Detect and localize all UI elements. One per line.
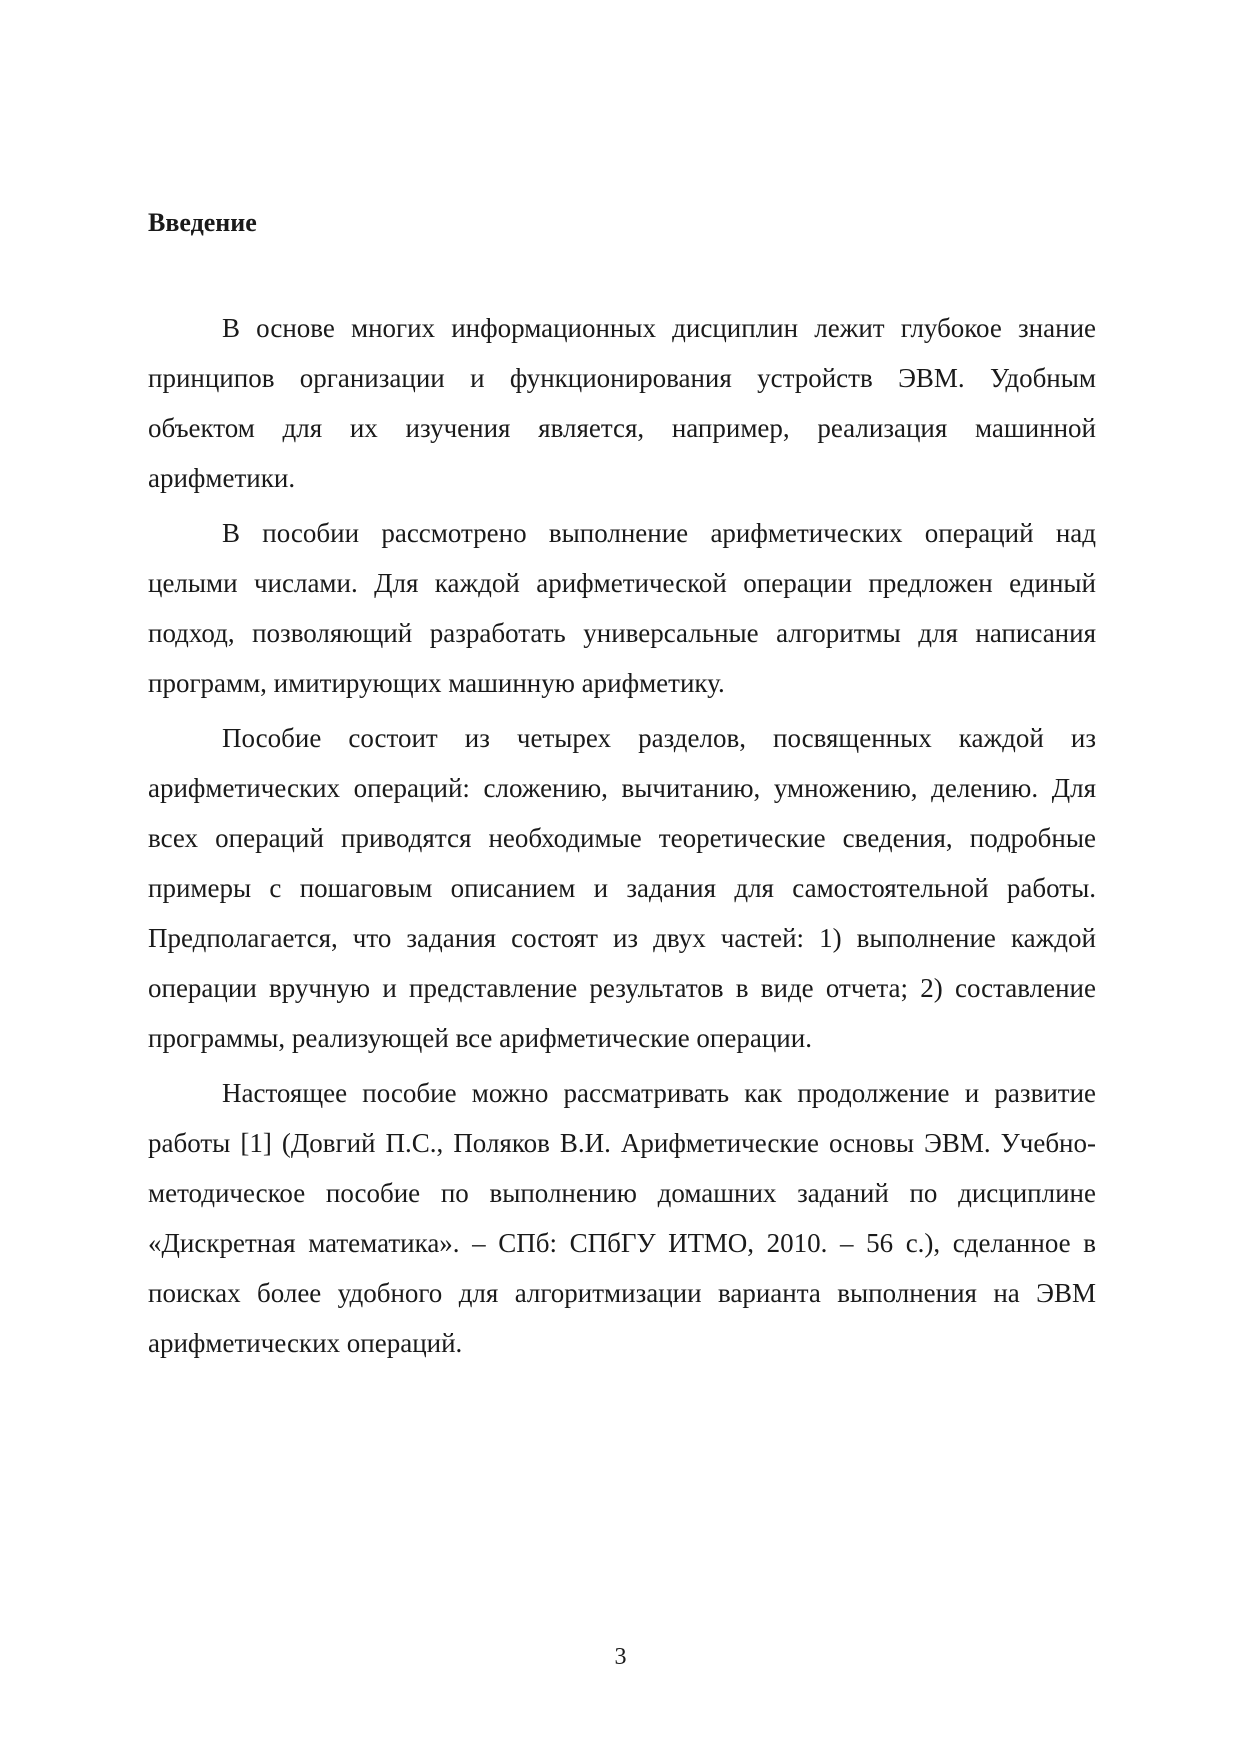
page-number: 3 <box>614 1644 627 1670</box>
paragraph: Пособие состоит из четырех разделов, посвященных каждой из арифметических операций: сложению, вычитанию, умножению, делению. Для всех операций приводятся необходимые теоретические сведения, подробные примеры с пошаговым описанием и задания для самостоятельной работы. Предполагается, что задания состоят из двух частей: 1) выполнение каждой операции вручную и представление результатов в виде отчета; 2) составление программы, реализующей все арифметические операции. <box>148 723 1096 1053</box>
paragraph: В основе многих информационных дисциплин лежит глубокое знание принципов организации и функционирования устройств ЭВМ. Удобным объектом для их изучения является, например, реализация машинной арифметики. <box>148 313 1096 493</box>
section-heading: Введение <box>148 208 257 237</box>
paragraph: В пособии рассмотрено выполнение арифметических операций над целыми числами. Для каждой арифметической операции предложен единый подход, позволяющий разработать универсальные алгоритмы для написания программ, имитирующих машинную арифметику. <box>148 518 1096 698</box>
paragraph: Настоящее пособие можно рассматривать как продолжение и развитие работы [1] (Довгий П.С., Поляков В.И. Арифметические основы ЭВМ. Учебно-методическое пособие по выполнению домашних заданий по дисциплине «Дискретная математика». – СПб: СПбГУ ИТМО, 2010. – 56 с.), сделанное в поисках более удобного для алгоритмизации варианта выполнения на ЭВМ арифметических операций. <box>148 1078 1096 1358</box>
body-text <box>148 303 1096 1373</box>
